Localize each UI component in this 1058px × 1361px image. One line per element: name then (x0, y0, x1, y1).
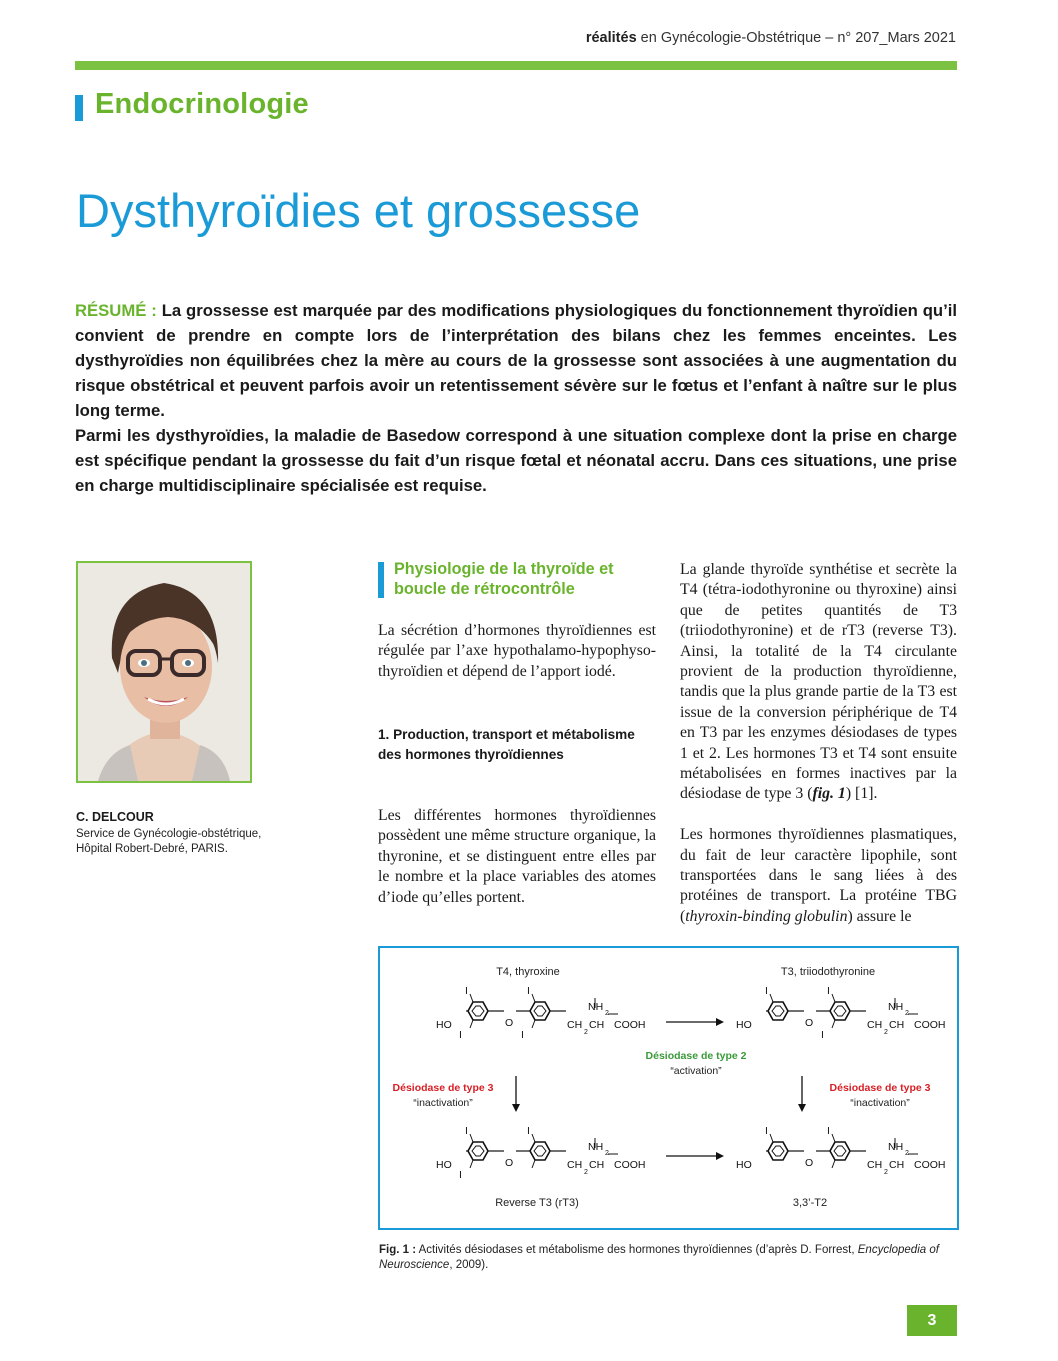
author-affiliation-line-1: Service de Gynécologie-obstétrique, (76, 828, 262, 840)
label-t3: T3, triiodothyronine (780, 966, 876, 978)
atom-i: I (465, 1125, 468, 1137)
body-paragraph-4 (680, 825, 957, 927)
enzyme-type2-label: Désiodase de type 2 (645, 1050, 747, 1062)
atom-i: I (827, 1125, 830, 1137)
body-paragraph-3-end: ) [1]. (845, 785, 878, 803)
section-marker (75, 95, 83, 121)
abstract-paragraph-2: Parmi les dysthyroïdies, la maladie de Basedow correspond à une situation complexe dont la prise en charge est spécifique pendant la grossesse du fait d’un risque fœtal et néonatal accru. Dans ces situations, une prise en charge multidisciplinaire spécialisée est requise. (75, 426, 957, 495)
author-affiliation (76, 827, 261, 857)
atom-ho: HO (436, 1159, 452, 1171)
atom-i: I (765, 985, 768, 997)
molecule-t2 (736, 1125, 946, 1209)
atom-ch: CH (567, 1019, 583, 1031)
atom-ho: HO (736, 1159, 752, 1171)
running-header (586, 30, 956, 46)
enzyme-type3-note-right: “inactivation” (850, 1097, 910, 1109)
subscript-2: 2 (905, 1010, 909, 1017)
body-paragraph-3 (680, 560, 957, 805)
subheading: 1. Production, transport et métabolisme des hormones thyroïdiennes (378, 727, 635, 763)
body-paragraph-4-end: ) assure le (847, 907, 912, 925)
atom-ch: CH (589, 1159, 605, 1171)
atom-ch: CH (867, 1159, 883, 1171)
atom-ch: CH (589, 1019, 605, 1031)
enzyme-type3-note-left: “inactivation” (413, 1097, 473, 1109)
subscript-2: 2 (905, 1150, 909, 1157)
arrow-activation (666, 1018, 724, 1026)
abstract (75, 298, 957, 498)
atom-i: I (765, 1125, 768, 1137)
subscript-2: 2 (884, 1029, 888, 1036)
arrow-bottom (666, 1152, 724, 1160)
author-photo (76, 561, 252, 783)
subscript-2: 2 (884, 1169, 888, 1176)
abstract-paragraph-1: La grossesse est marquée par des modifications physiologiques du fonctionnement thyroïdien qu’il convient de prendre en compte lors de l’interprétation des bilans chez les femmes enceintes. Les dysthyroïdies non équilibrées chez la mère au cours de la grossesse sont associées à une augmentation du risque obstétrical et peuvent parfois avoir un retentissement sévère sur le fœtus et l’enfant à naître sur le plus long terme. (75, 301, 957, 420)
atom-i: I (527, 985, 530, 997)
enzyme-type3-label-right: Désiodase de type 3 (829, 1082, 931, 1094)
molecule-t3 (736, 966, 946, 1041)
figure-reference[interactable]: fig. 1 (812, 785, 846, 803)
atom-cooh: COOH (914, 1019, 946, 1031)
atom-nh: NH (888, 1141, 904, 1153)
abstract-label: RÉSUMÉ : (75, 301, 157, 320)
molecule-rt3 (436, 1125, 646, 1209)
journal-name: réalités (585, 30, 637, 46)
atom-cooh: COOH (614, 1159, 646, 1171)
figure-caption-end: , 2009). (449, 1259, 489, 1271)
atom-ho: HO (436, 1019, 452, 1031)
figure-caption-source: Encyclopedia of Neuroscience (379, 1244, 939, 1271)
label-rt3: Reverse T3 (rT3) (495, 1197, 579, 1209)
atom-o: O (505, 1157, 514, 1169)
atom-i: I (821, 1029, 824, 1041)
atom-ch: CH (867, 1019, 883, 1031)
section-heading: Physiologie de la thyroïde et boucle de rétrocontrôle (394, 560, 614, 598)
atom-i: I (527, 1125, 530, 1137)
subscript-2: 2 (584, 1029, 588, 1036)
author-name: C. DELCOUR (76, 810, 154, 824)
atom-cooh: COOH (914, 1159, 946, 1171)
atom-cooh: COOH (614, 1019, 646, 1031)
body-paragraph-1: La sécrétion d’hormones thyroïdiennes est régulée par l’axe hypothalamo-hypophyso-thyroïdien et dépend de l’apport iodé. (378, 622, 656, 680)
author-affiliation-line-2: Hôpital Robert-Debré, PARIS. (76, 843, 228, 855)
journal-issue: en Gynécologie-Obstétrique – n° 207_Mars 2021 (636, 30, 956, 46)
atom-i: I (459, 1169, 462, 1181)
atom-i: I (827, 985, 830, 997)
figure-caption (379, 1243, 957, 1273)
article-title: Dysthyroïdies et grossesse (76, 184, 641, 237)
enzyme-type2-note: “activation” (670, 1065, 722, 1077)
figure-diagram (380, 948, 953, 1224)
atom-ch: CH (567, 1159, 583, 1171)
figure-caption-text: Activités désiodases et métabolisme des hormones thyroïdiennes (d’après D. Forrest, (416, 1244, 858, 1256)
top-rule (75, 61, 957, 70)
atom-ch: CH (889, 1159, 905, 1171)
figure-caption-label: Fig. 1 : (379, 1244, 417, 1256)
body-column-2 (680, 560, 957, 927)
atom-nh: NH (588, 1001, 604, 1013)
section-name: Endocrinologie (95, 88, 309, 120)
subscript-2: 2 (584, 1169, 588, 1176)
arrow-inactivation-left (512, 1076, 520, 1112)
atom-o: O (505, 1017, 514, 1029)
atom-i: I (521, 1029, 524, 1041)
atom-nh: NH (588, 1141, 604, 1153)
atom-i: I (459, 1029, 462, 1041)
molecule-t4 (436, 966, 646, 1041)
enzyme-type3-label-left: Désiodase de type 3 (392, 1082, 494, 1094)
atom-o: O (805, 1157, 814, 1169)
body-paragraph-3-text: La glande thyroïde synthétise et secrète la T4 (tétra-iodothyronine ou thyroxine) ainsi que de petites quantités de T3 (triiodothyronine) et de rT3 (reverse T3). Ainsi, la totalité de la T4 circulante provient de la production thyroïdienne, tandis que la plus grande partie de la T3 est issue de la conversion périphérique de T4 en T3 par les enzymes désiodases de types 1 et 2. Les hormones T3 et T4 sont ensuite métabolisées en formes inactives par la désiodase de type 3 ( (680, 561, 957, 803)
body-paragraph-2: Les différentes hormones thyroïdiennes possèdent une même structure organique, la thyronine, et se distinguent entre elles par le nombre et la place variables des atomes d’iode qu’elles portent. (378, 807, 656, 906)
atom-nh: NH (888, 1001, 904, 1013)
body-paragraph-4-text: Les hormones thyroïdiennes plasmatiques, du fait de leur caractère lipophile, sont transportées dans le sang liées à des protéines de transport. La protéine TBG ( (680, 826, 957, 925)
atom-ho: HO (736, 1019, 752, 1031)
label-t4: T4, thyroxine (496, 966, 560, 978)
heading-marker (378, 562, 384, 598)
atom-ch: CH (889, 1019, 905, 1031)
atom-o: O (805, 1017, 814, 1029)
label-t2: 3,3’-T2 (792, 1197, 828, 1209)
arrow-inactivation-right (798, 1076, 806, 1112)
body-paragraph-4-italic: thyroxin-binding globulin (685, 907, 848, 925)
page-number: 3 (907, 1305, 957, 1336)
subscript-2: 2 (605, 1010, 609, 1017)
atom-i: I (465, 985, 468, 997)
subscript-2: 2 (605, 1150, 609, 1157)
